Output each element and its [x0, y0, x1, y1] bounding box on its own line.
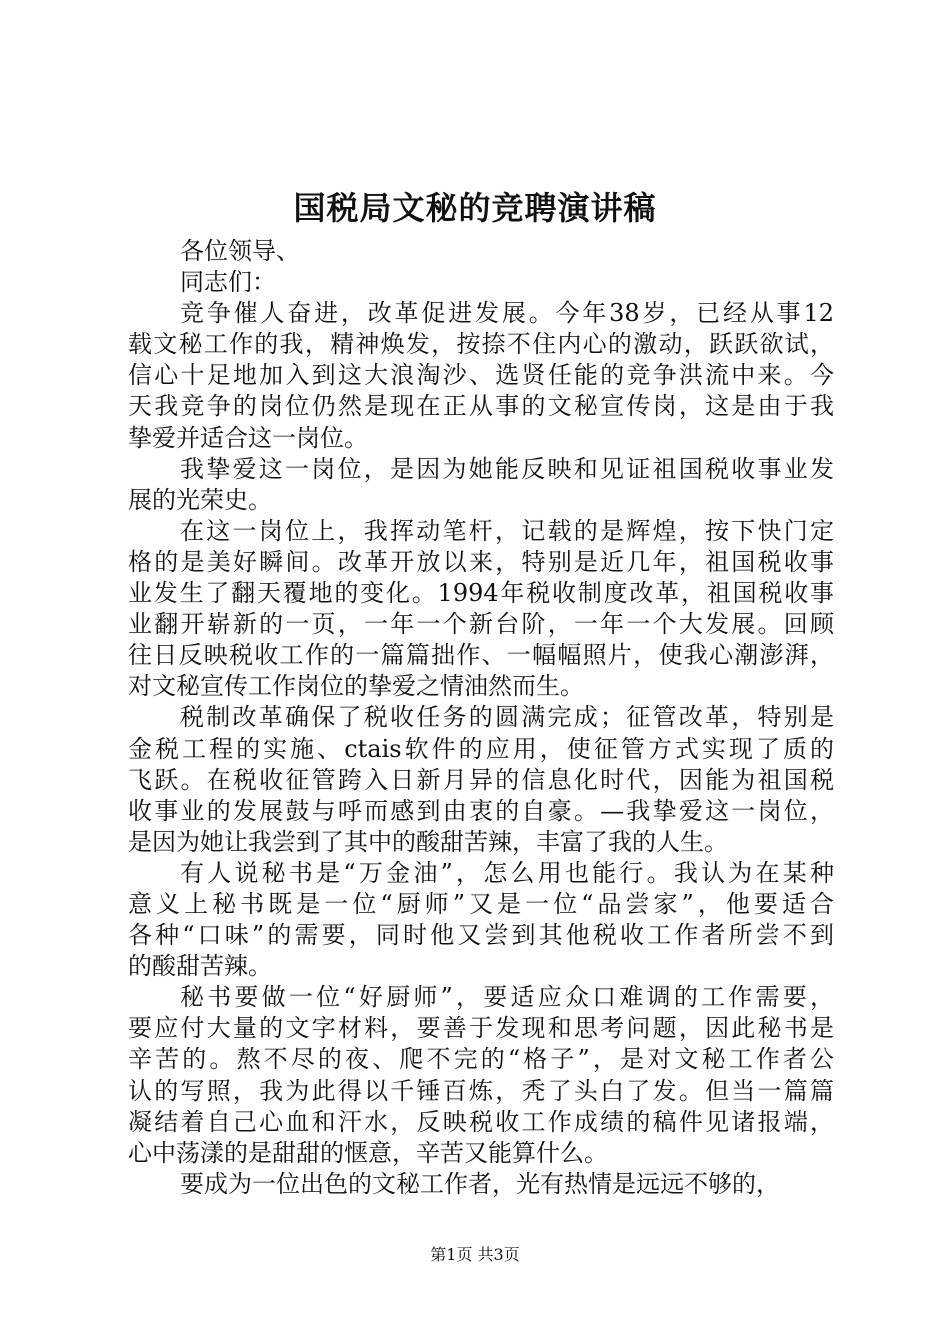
- paragraph-line: 认的写照，我为此得以千锤百炼，秃了头白了发。但当一篇篇: [128, 1076, 834, 1105]
- paragraph-line: 业翻开崭新的一页，一年一个新台阶，一年一个大发展。回顾: [128, 610, 834, 639]
- paragraph-line: 展的光荣史。: [128, 485, 272, 514]
- paragraph-line: 飞跃。在税收征管跨入日新月异的信息化时代，因能为祖国税: [128, 765, 834, 794]
- paragraph-line: 金税工程的实施、ctais软件的应用，使征管方式实现了质的: [128, 734, 834, 763]
- paragraph-line: 是因为她让我尝到了其中的酸甜苦辣，丰富了我的人生。: [128, 827, 728, 856]
- paragraph-line: 秘书要做一位“好厨师”，要适应众口难调的工作需要，: [180, 983, 834, 1012]
- paragraph-line: 载文秘工作的我，精神焕发，按捺不住内心的激动，跃跃欲试，: [128, 330, 834, 359]
- paragraph-line: 各种“口味”的需要，同时他又尝到其他税收工作者所尝不到: [128, 921, 834, 950]
- paragraph-line: 要成为一位出色的文秘工作者，光有热情是远远不够的，: [180, 1169, 780, 1198]
- paragraph-line: 凝结着自己心血和汗水，反映税收工作成绩的稿件见诸报端，: [128, 1107, 834, 1136]
- paragraph-line: 挚爱并适合这一岗位。: [128, 423, 368, 452]
- salutation-line: 同志们：: [180, 268, 276, 297]
- paragraph-line: 对文秘宣传工作岗位的挚爱之情油然而生。: [128, 672, 584, 701]
- paragraph-line: 的酸甜苦辣。: [128, 952, 272, 981]
- salutation-line: 各位领导、: [180, 237, 300, 265]
- paragraph-line: 竞争催人奋进，改革促进发展。今年38岁，已经从事12: [180, 299, 834, 328]
- paragraph-line: 意义上秘书既是一位“厨师”又是一位“品尝家”，他要适合: [128, 889, 834, 918]
- paragraph-line: 税制改革确保了税收任务的圆满完成；征管改革，特别是: [180, 703, 834, 732]
- paragraph-line: 业发生了翻天覆地的变化。1994年税收制度改革，祖国税收事: [128, 579, 834, 608]
- paragraph-line: 往日反映税收工作的一篇篇拙作、一幅幅照片，使我心潮澎湃，: [128, 641, 834, 670]
- paragraph-line: 辛苦的。熬不尽的夜、爬不完的“格子”，是对文秘工作者公: [128, 1045, 834, 1074]
- paragraph-line: 收事业的发展鼓与呼而感到由衷的自豪。—我挚爱这一岗位，: [128, 796, 834, 825]
- paragraph-line: 天我竞争的岗位仍然是现在正从事的文秘宣传岗，这是由于我: [128, 392, 834, 421]
- page-number-footer: 第1页 共3页: [430, 1245, 520, 1264]
- paragraph-line: 信心十足地加入到这大浪淘沙、选贤任能的竞争洪流中来。今: [128, 361, 834, 390]
- paragraph-line: 我挚爱这一岗位，是因为她能反映和见证祖国税收事业发: [180, 454, 834, 483]
- document-body: [128, 236, 834, 1200]
- paragraph-line: 有人说秘书是“万金油”，怎么用也能行。我认为在某种: [180, 858, 834, 887]
- paragraph-line: 心中荡漾的是甜甜的惬意，辛苦又能算什么。: [128, 1138, 608, 1167]
- paragraph-line: 要应付大量的文字材料，要善于发现和思考问题，因此秘书是: [128, 1014, 834, 1043]
- paragraph-line: 在这一岗位上，我挥动笔杆，记载的是辉煌，按下快门定: [180, 516, 834, 545]
- paragraph-line: 格的是美好瞬间。改革开放以来，特别是近几年，祖国税收事: [128, 547, 834, 576]
- document-title: 国税局文秘的竞聘演讲稿: [293, 189, 657, 227]
